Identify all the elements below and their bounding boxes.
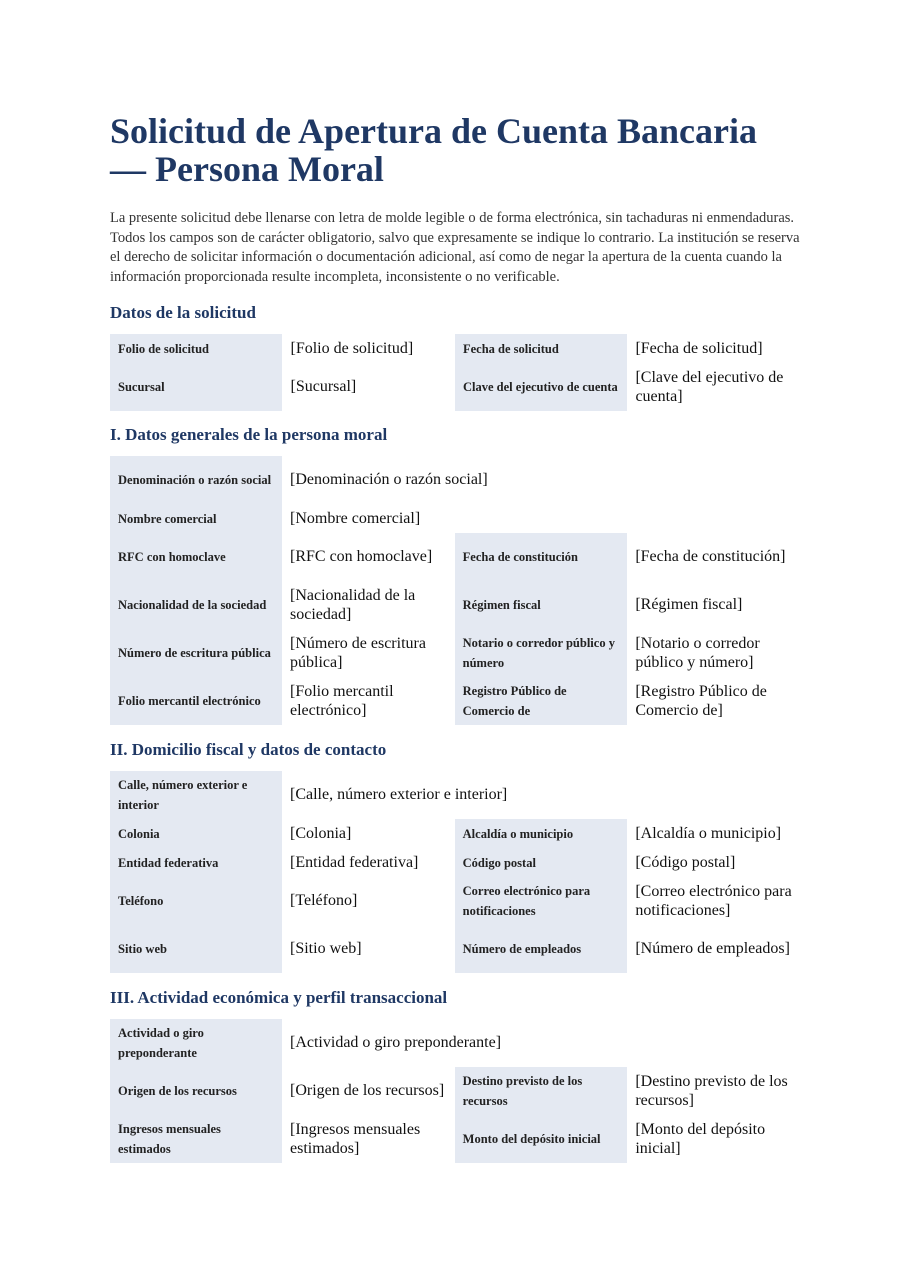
field-value[interactable]: [Colonia] xyxy=(290,824,352,842)
field-value[interactable]: [Denominación o razón social] xyxy=(290,471,488,489)
table-row xyxy=(110,533,800,581)
field-label: Fecha de solicitud xyxy=(455,334,627,363)
field-label: Régimen fiscal xyxy=(455,581,628,629)
table-row xyxy=(110,1115,800,1163)
field-value[interactable]: [Nombre comercial] xyxy=(290,509,421,527)
field-value[interactable]: [Destino previsto de los recursos] xyxy=(635,1072,788,1109)
field-label: Monto del depósito inicial xyxy=(455,1115,628,1163)
field-value[interactable]: [Nacionalidad de la sociedad] xyxy=(290,586,416,623)
field-label: Entidad federativa xyxy=(110,848,282,877)
table-row xyxy=(110,581,800,629)
field-value[interactable]: [Número de escritura pública] xyxy=(290,634,426,671)
field-value[interactable]: [Monto del depósito inicial] xyxy=(635,1120,766,1157)
field-label: Registro Público de Comercio de xyxy=(455,677,628,725)
section-table-solicitud xyxy=(110,334,800,411)
field-value[interactable]: [Entidad federativa] xyxy=(290,853,419,871)
field-label: Número de empleados xyxy=(455,925,628,973)
field-value[interactable]: [Correo electrónico para notificaciones] xyxy=(635,882,792,919)
field-label: Correo electrónico para notificaciones xyxy=(455,877,628,925)
section-table-datos-generales xyxy=(110,456,800,725)
intro-paragraph: La presente solicitud debe llenarse con letra de molde legible o de forma electrónica, sin tachaduras ni enmendaduras. Todos los campos son de carácter obligatorio, salvo que expresamente se indique lo contrario. La institución se reserva el derecho de solicitar información o documentación adicional, así como de negar la apertura de la cuenta cuando la información proporcionada resulte incompleta, inconsistente o no verificable. xyxy=(110,210,800,285)
field-label: Fecha de constitución xyxy=(455,533,628,581)
field-value[interactable]: [Régimen fiscal] xyxy=(635,596,743,614)
table-row xyxy=(110,363,800,411)
table-row xyxy=(110,848,800,877)
table-row xyxy=(110,334,800,363)
section-heading-datos-generales: I. Datos generales de la persona moral xyxy=(110,425,388,444)
field-value[interactable]: [Clave del ejecutivo de cuenta] xyxy=(635,368,784,405)
field-label: Actividad o giro preponderante xyxy=(110,1019,282,1067)
field-value[interactable]: [Sucursal] xyxy=(290,378,357,396)
section-table-actividad xyxy=(110,1019,800,1163)
field-label: Notario o corredor público y número xyxy=(455,629,628,677)
field-label: Origen de los recursos xyxy=(110,1067,282,1115)
field-value[interactable]: [Número de empleados] xyxy=(635,940,790,958)
field-label: Sitio web xyxy=(110,925,282,973)
table-row xyxy=(110,771,800,819)
table-row xyxy=(110,1019,800,1067)
field-label: Folio de solicitud xyxy=(110,334,282,363)
field-value[interactable]: [Ingresos mensuales estimados] xyxy=(290,1120,421,1157)
field-value[interactable]: [Fecha de constitución] xyxy=(635,548,786,566)
field-label: Ingresos mensuales estimados xyxy=(110,1115,282,1163)
field-value[interactable]: [Alcaldía o municipio] xyxy=(635,824,782,842)
field-label: Nombre comercial xyxy=(110,504,282,533)
section-heading-domicilio: II. Domicilio fiscal y datos de contacto xyxy=(110,740,387,759)
field-value[interactable]: [Origen de los recursos] xyxy=(290,1082,445,1100)
field-label: RFC con homoclave xyxy=(110,533,282,581)
section-table-domicilio xyxy=(110,771,800,973)
field-label: Nacionalidad de la sociedad xyxy=(110,581,282,629)
field-label: Destino previsto de los recursos xyxy=(455,1067,628,1115)
field-value[interactable]: [Sitio web] xyxy=(290,940,362,958)
field-label: Clave del ejecutivo de cuenta xyxy=(455,363,627,411)
field-label: Número de escritura pública xyxy=(110,629,282,677)
field-value[interactable]: [Fecha de solicitud] xyxy=(635,339,763,357)
field-value[interactable]: [Calle, número exterior e interior] xyxy=(290,786,508,804)
field-value[interactable]: [Teléfono] xyxy=(290,892,358,910)
table-row xyxy=(110,925,800,973)
table-row xyxy=(110,1067,800,1115)
field-value[interactable]: [Folio de solicitud] xyxy=(290,339,414,357)
field-value[interactable]: [Notario o corredor público y número] xyxy=(635,634,760,671)
table-row xyxy=(110,677,800,725)
field-label: Sucursal xyxy=(110,363,282,411)
field-label: Teléfono xyxy=(110,877,282,925)
page-title: Solicitud de Apertura de Cuenta Bancaria — Persona Moral xyxy=(110,111,758,189)
field-value[interactable]: [RFC con homoclave] xyxy=(290,548,433,566)
field-value[interactable]: [Registro Público de Comercio de] xyxy=(635,682,767,719)
field-value[interactable]: [Actividad o giro preponderante] xyxy=(290,1034,502,1052)
table-row xyxy=(110,504,800,533)
table-row xyxy=(110,877,800,925)
field-label: Calle, número exterior e interior xyxy=(110,771,282,819)
field-value[interactable]: [Código postal] xyxy=(635,853,736,871)
field-label: Alcaldía o municipio xyxy=(455,819,628,848)
table-row xyxy=(110,629,800,677)
field-label: Código postal xyxy=(455,848,628,877)
table-row xyxy=(110,819,800,848)
table-row xyxy=(110,456,800,504)
section-heading-solicitud: Datos de la solicitud xyxy=(110,303,256,322)
field-label: Colonia xyxy=(110,819,282,848)
form-page xyxy=(110,112,800,1163)
section-heading-actividad: III. Actividad económica y perfil transaccional xyxy=(110,988,448,1007)
field-value[interactable]: [Folio mercantil electrónico] xyxy=(290,682,394,719)
field-label: Folio mercantil electrónico xyxy=(110,677,282,725)
field-label: Denominación o razón social xyxy=(110,456,282,504)
